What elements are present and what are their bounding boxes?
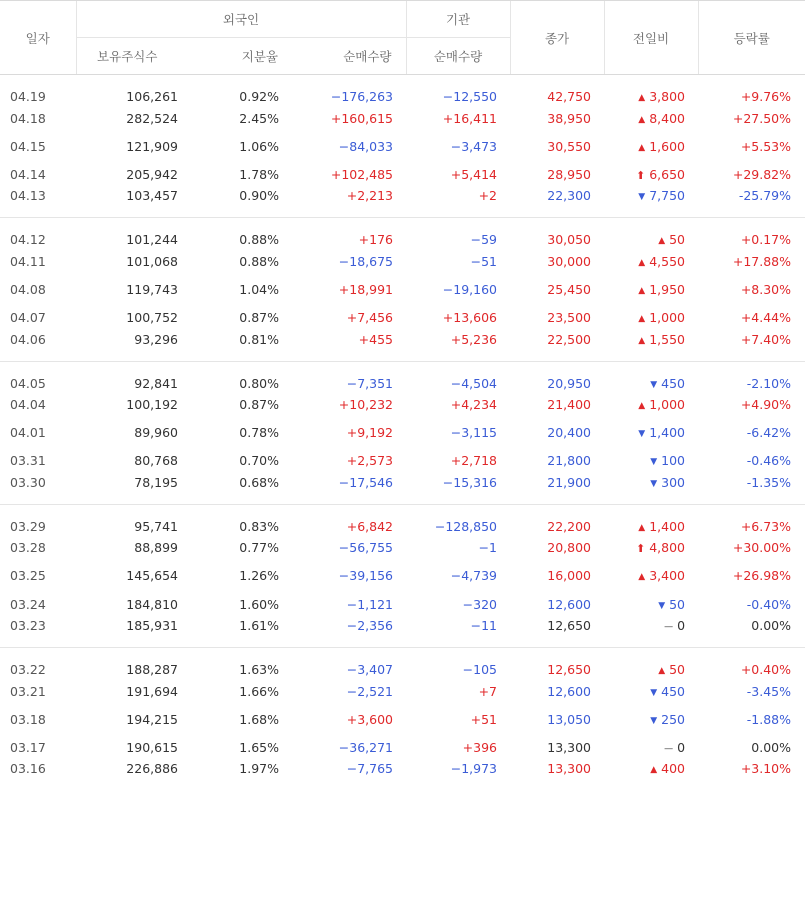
close-cell: 38,950	[547, 110, 592, 126]
table-row	[0, 419, 805, 447]
holdings-cell: 89,960	[134, 425, 178, 441]
rate-cell: -6.42%	[746, 425, 792, 441]
rate-cell: +7.40%	[740, 331, 792, 347]
date-cell: 03.21	[10, 683, 46, 699]
table-row	[0, 677, 805, 705]
net-foreign-cell: +102,485	[330, 166, 394, 182]
table-row	[0, 104, 805, 132]
change-value: 300	[661, 474, 686, 490]
header-close: 종가	[510, 1, 604, 75]
table-row	[0, 733, 805, 761]
close-cell: 30,000	[547, 253, 592, 269]
date-cell: 04.11	[10, 253, 46, 269]
change-cell	[604, 761, 698, 790]
change-value: 50	[669, 662, 686, 678]
ratio-cell: 0.77%	[239, 540, 279, 556]
net-inst-cell: +396	[462, 739, 498, 755]
change-cell	[604, 705, 698, 733]
rate-cell: +3.10%	[740, 761, 792, 777]
up-arrow-icon: ▲	[638, 285, 646, 296]
net-inst-cell: +5,236	[450, 331, 498, 347]
header-date: 일자	[0, 1, 76, 75]
close-cell: 25,450	[547, 281, 592, 297]
holdings-cell: 190,615	[126, 739, 178, 755]
net-foreign-cell: +7,456	[346, 310, 394, 326]
holdings-cell: 93,296	[134, 331, 178, 347]
up-arrow-icon: ▲	[638, 93, 646, 103]
close-cell: 30,550	[547, 138, 592, 154]
net-foreign-cell: −176,263	[330, 89, 394, 104]
change-cell	[604, 475, 698, 505]
close-cell: 12,600	[547, 683, 592, 699]
net-inst-cell: +5,414	[450, 166, 498, 182]
net-foreign-cell: −84,033	[338, 138, 394, 154]
down-arrow-icon: ▼	[650, 457, 658, 468]
holdings-cell: 101,068	[126, 253, 178, 269]
change-value: 400	[661, 761, 686, 777]
rate-cell: +0.40%	[698, 648, 805, 678]
net-foreign-cell: −3,407	[292, 648, 406, 678]
rate-cell: +17.88%	[732, 253, 792, 269]
net-inst-cell: −19,160	[442, 281, 498, 297]
date-cell: 03.31	[10, 453, 46, 469]
change-cell	[604, 332, 698, 362]
change-cell	[604, 562, 698, 590]
net-foreign-cell: −1,121	[346, 596, 394, 612]
ratio-cell: 1.97%	[239, 761, 279, 777]
holdings-cell: 119,743	[126, 281, 178, 297]
change-cell	[604, 677, 698, 705]
close-cell: 21,900	[547, 474, 592, 490]
change-cell	[604, 218, 698, 248]
net-inst-cell: −4,739	[450, 568, 498, 584]
net-foreign-cell: −18,675	[338, 253, 394, 269]
table-header	[0, 1, 805, 75]
net-foreign-cell: −17,546	[338, 474, 394, 490]
change-cell	[604, 132, 698, 160]
holdings-cell: 194,215	[126, 711, 178, 727]
change-value: 1,600	[649, 138, 686, 154]
up-arrow-icon: ▲	[638, 335, 646, 346]
date-cell: 04.06	[10, 331, 46, 347]
ratio-cell: 0.90%	[239, 188, 279, 204]
change-cell	[604, 275, 698, 303]
up-arrow-icon: ▲	[638, 257, 646, 268]
change-value: 0	[677, 618, 686, 634]
change-cell	[604, 188, 698, 218]
net-foreign-cell: +160,615	[330, 110, 394, 126]
close-cell: 22,300	[547, 188, 592, 204]
ratio-cell: 0.78%	[239, 425, 279, 441]
table-row	[0, 75, 805, 105]
date-cell: 04.14	[10, 166, 46, 182]
ratio-cell: 1.68%	[239, 711, 279, 727]
header-ratio: 지분율	[178, 38, 292, 75]
table-row	[0, 648, 805, 678]
holdings-cell: 106,261	[126, 89, 178, 104]
change-value: 1,000	[649, 310, 686, 326]
ratio-cell: 1.65%	[239, 739, 279, 755]
down-arrow-icon: ▼	[650, 478, 658, 489]
date-cell: 04.05	[0, 361, 76, 391]
net-inst-cell: −1	[478, 540, 498, 556]
net-inst-cell: −51	[470, 253, 498, 269]
rate-cell: +29.82%	[732, 166, 792, 182]
date-cell: 04.12	[0, 218, 76, 248]
close-cell: 16,000	[547, 568, 592, 584]
holdings-cell: 121,909	[126, 138, 178, 154]
holdings-cell: 184,810	[126, 596, 178, 612]
close-cell: 22,500	[547, 331, 592, 347]
close-cell: 13,300	[547, 739, 592, 755]
header-rate: 등락률	[698, 1, 805, 75]
up-arrow-icon: ▲	[638, 522, 646, 533]
date-cell: 03.16	[10, 761, 46, 777]
close-cell: 20,800	[547, 540, 592, 556]
close-cell: 12,650	[510, 648, 604, 678]
close-cell: 13,300	[547, 761, 592, 777]
row-group	[0, 504, 805, 647]
change-cell	[604, 104, 698, 132]
ratio-cell: 0.81%	[239, 331, 279, 347]
close-cell: 30,050	[510, 218, 604, 248]
up-arrow-icon: ▲	[638, 142, 646, 153]
rate-cell: -1.35%	[746, 474, 792, 490]
table-row	[0, 504, 805, 534]
row-group	[0, 75, 805, 218]
rate-cell: -1.88%	[746, 711, 792, 727]
holdings-cell: 101,244	[76, 218, 178, 248]
rate-cell: -25.79%	[738, 188, 792, 204]
down-arrow-icon: ▼	[658, 600, 666, 611]
table-row	[0, 391, 805, 419]
net-inst-cell: +16,411	[442, 110, 498, 126]
ratio-cell: 0.88%	[178, 218, 292, 248]
close-cell: 12,600	[547, 596, 592, 612]
net-inst-cell: −11	[470, 618, 498, 634]
change-value: 6,650	[649, 166, 686, 182]
change-cell	[604, 419, 698, 447]
change-value: 4,800	[649, 540, 686, 556]
holdings-cell: 100,192	[126, 397, 178, 413]
change-cell	[604, 618, 698, 648]
holdings-cell: 185,931	[126, 618, 178, 634]
holdings-cell: 78,195	[134, 474, 178, 490]
net-inst-cell: −59	[406, 218, 510, 248]
rate-cell: -3.45%	[746, 683, 792, 699]
close-cell: 20,950	[510, 361, 604, 391]
up-arrow-icon: ▲	[638, 114, 646, 125]
ratio-cell: 0.92%	[239, 89, 279, 104]
date-cell: 04.18	[10, 110, 46, 126]
date-cell: 04.07	[10, 310, 46, 326]
date-cell: 04.04	[10, 397, 46, 413]
table-row	[0, 303, 805, 331]
header-institution: 기관	[406, 1, 510, 38]
flat-dash-icon: —	[664, 743, 674, 754]
table-row	[0, 218, 805, 248]
change-value: 1,550	[649, 331, 686, 347]
table-row	[0, 534, 805, 562]
net-inst-cell: +7	[478, 683, 498, 699]
table-row	[0, 332, 805, 362]
change-value: 4,550	[649, 253, 686, 269]
table-row	[0, 361, 805, 391]
header-net-foreign: 순매수량	[292, 38, 406, 75]
change-value: 50	[669, 232, 686, 248]
rate-cell: -0.46%	[746, 453, 792, 469]
net-inst-cell: −1,973	[450, 761, 498, 777]
change-cell	[604, 733, 698, 761]
date-cell: 04.13	[10, 188, 46, 204]
change-value: 8,400	[649, 110, 686, 126]
table-row	[0, 247, 805, 275]
net-foreign-cell: +6,842	[292, 504, 406, 534]
ratio-cell: 1.61%	[239, 618, 279, 634]
ratio-cell: 0.70%	[239, 453, 279, 469]
date-cell: 03.23	[10, 618, 46, 634]
change-cell	[604, 391, 698, 419]
up-arrow-icon: ▲	[658, 236, 666, 247]
change-cell	[604, 447, 698, 475]
table-row	[0, 275, 805, 303]
change-value: 1,400	[649, 425, 686, 441]
close-cell: 22,200	[510, 504, 604, 534]
rate-cell: +0.17%	[698, 218, 805, 248]
change-cell	[604, 247, 698, 275]
net-foreign-cell: +176	[292, 218, 406, 248]
ratio-cell: 0.88%	[239, 253, 279, 269]
table-row	[0, 590, 805, 618]
net-foreign-cell: −36,271	[338, 739, 394, 755]
net-inst-cell: +2,718	[450, 453, 498, 469]
net-foreign-cell: +10,232	[338, 397, 394, 413]
net-inst-cell: −15,316	[442, 474, 498, 490]
net-inst-cell: +2	[478, 188, 498, 204]
change-value: 1,400	[649, 518, 686, 534]
ratio-cell: 0.68%	[239, 474, 279, 490]
holdings-cell: 188,287	[76, 648, 178, 678]
holdings-cell: 95,741	[76, 504, 178, 534]
date-cell: 03.30	[10, 474, 46, 490]
net-foreign-cell: −56,755	[338, 540, 394, 556]
date-cell: 04.15	[10, 138, 46, 154]
change-value: 7,750	[649, 188, 686, 204]
net-foreign-cell: +2,213	[346, 188, 394, 204]
row-group	[0, 361, 805, 504]
holdings-cell: 103,457	[126, 188, 178, 204]
change-value: 450	[661, 375, 686, 391]
net-foreign-cell: +18,991	[338, 281, 394, 297]
change-cell	[604, 160, 698, 188]
close-cell: 42,750	[547, 89, 592, 104]
close-cell: 20,400	[547, 425, 592, 441]
up-arrow-icon: ▲	[638, 572, 646, 583]
change-cell	[604, 361, 698, 391]
down-arrow-icon: ▼	[650, 715, 658, 726]
rate-cell: +4.44%	[740, 310, 792, 326]
net-inst-cell: +13,606	[442, 310, 498, 326]
ratio-cell: 1.06%	[239, 138, 279, 154]
net-foreign-cell: −7,351	[292, 361, 406, 391]
table-row	[0, 160, 805, 188]
header-foreign: 외국인	[76, 1, 406, 38]
rate-cell: 0.00%	[751, 618, 792, 634]
change-value: 250	[661, 711, 686, 727]
holdings-cell: 88,899	[134, 540, 178, 556]
rate-cell: +30.00%	[732, 540, 792, 556]
close-cell: 13,050	[547, 711, 592, 727]
net-foreign-cell: +9,192	[346, 425, 394, 441]
header-change: 전일비	[604, 1, 698, 75]
change-cell	[604, 504, 698, 534]
net-inst-cell: −4,504	[406, 361, 510, 391]
net-inst-cell: −320	[462, 596, 498, 612]
rate-cell: -0.40%	[746, 596, 792, 612]
net-foreign-cell: −7,765	[346, 761, 394, 777]
net-foreign-cell: +455	[358, 331, 394, 347]
row-group	[0, 648, 805, 791]
change-value: 450	[661, 683, 686, 699]
net-inst-cell: −3,115	[450, 425, 498, 441]
net-foreign-cell: −2,356	[346, 618, 394, 634]
net-foreign-cell: +3,600	[346, 711, 394, 727]
net-inst-cell: −128,850	[406, 504, 510, 534]
ratio-cell: 1.60%	[239, 596, 279, 612]
up-arrow-icon: ⬆	[636, 542, 646, 556]
rate-cell: -2.10%	[698, 361, 805, 391]
ratio-cell: 1.78%	[239, 166, 279, 182]
date-cell: 03.24	[10, 596, 46, 612]
holdings-cell: 205,942	[126, 166, 178, 182]
net-foreign-cell: +2,573	[346, 453, 394, 469]
ratio-cell: 2.45%	[239, 110, 279, 126]
change-value: 50	[669, 596, 686, 612]
table-row	[0, 132, 805, 160]
date-cell: 03.29	[0, 504, 76, 534]
up-arrow-icon: ▲	[650, 765, 658, 776]
ratio-cell: 0.83%	[178, 504, 292, 534]
rate-cell: +9.76%	[740, 89, 792, 104]
table-row	[0, 188, 805, 218]
date-cell: 03.25	[10, 568, 46, 584]
change-cell	[604, 648, 698, 678]
change-value: 3,400	[649, 568, 686, 584]
holdings-cell: 191,694	[126, 683, 178, 699]
close-cell: 21,800	[547, 453, 592, 469]
net-inst-cell: +4,234	[450, 397, 498, 413]
ratio-cell: 1.04%	[239, 281, 279, 297]
holdings-cell: 100,752	[126, 310, 178, 326]
down-arrow-icon: ▼	[650, 687, 658, 698]
change-cell	[604, 303, 698, 331]
net-foreign-cell: −39,156	[338, 568, 394, 584]
table-row	[0, 562, 805, 590]
table-row	[0, 705, 805, 733]
header-net-inst: 순매수량	[406, 38, 510, 75]
table-row	[0, 447, 805, 475]
holdings-cell: 80,768	[134, 453, 178, 469]
change-value: 0	[677, 739, 686, 755]
header-holdings: 보유주식수	[76, 38, 178, 75]
change-value: 1,000	[649, 397, 686, 413]
down-arrow-icon: ▼	[638, 192, 646, 203]
up-arrow-icon: ⬆	[636, 168, 646, 182]
change-value: 100	[661, 453, 686, 469]
ratio-cell: 1.63%	[178, 648, 292, 678]
ratio-cell: 1.66%	[239, 683, 279, 699]
rate-cell: 0.00%	[751, 739, 792, 755]
up-arrow-icon: ▲	[638, 401, 646, 412]
change-cell	[604, 590, 698, 618]
rate-cell: +27.50%	[732, 110, 792, 126]
date-cell: 04.19	[10, 89, 46, 104]
rate-cell: +8.30%	[740, 281, 792, 297]
date-cell: 04.08	[10, 281, 46, 297]
date-cell: 04.01	[10, 425, 46, 441]
close-cell: 21,400	[547, 397, 592, 413]
close-cell: 28,950	[547, 166, 592, 182]
holdings-cell: 282,524	[126, 110, 178, 126]
close-cell: 12,650	[547, 618, 592, 634]
change-cell	[604, 534, 698, 562]
net-foreign-cell: −2,521	[346, 683, 394, 699]
holdings-cell: 92,841	[76, 361, 178, 391]
date-cell: 03.17	[10, 739, 46, 755]
ratio-cell: 1.26%	[239, 568, 279, 584]
table-row	[0, 475, 805, 505]
date-cell: 03.18	[10, 711, 46, 727]
ratio-cell: 0.87%	[239, 310, 279, 326]
rate-cell: +6.73%	[698, 504, 805, 534]
rate-cell: +26.98%	[732, 568, 792, 584]
close-cell: 23,500	[547, 310, 592, 326]
date-cell: 03.22	[0, 648, 76, 678]
change-cell	[604, 75, 698, 105]
up-arrow-icon: ▲	[658, 666, 666, 677]
net-inst-cell: −105	[406, 648, 510, 678]
net-inst-cell: −3,473	[450, 138, 498, 154]
rate-cell: +4.90%	[740, 397, 792, 413]
holdings-cell: 226,886	[126, 761, 178, 777]
holdings-cell: 145,654	[126, 568, 178, 584]
date-cell: 03.28	[10, 540, 46, 556]
rate-cell: +5.53%	[740, 138, 792, 154]
up-arrow-icon: ▲	[638, 314, 646, 325]
net-inst-cell: −12,550	[442, 89, 498, 104]
table-row	[0, 618, 805, 648]
change-value: 3,800	[649, 89, 686, 104]
ratio-cell: 0.80%	[178, 361, 292, 391]
table-row	[0, 761, 805, 790]
row-group	[0, 218, 805, 361]
down-arrow-icon: ▼	[638, 429, 646, 440]
change-value: 1,950	[649, 281, 686, 297]
ratio-cell: 0.87%	[239, 397, 279, 413]
down-arrow-icon: ▼	[650, 379, 658, 390]
net-inst-cell: +51	[470, 711, 498, 727]
flat-dash-icon: —	[664, 622, 674, 633]
